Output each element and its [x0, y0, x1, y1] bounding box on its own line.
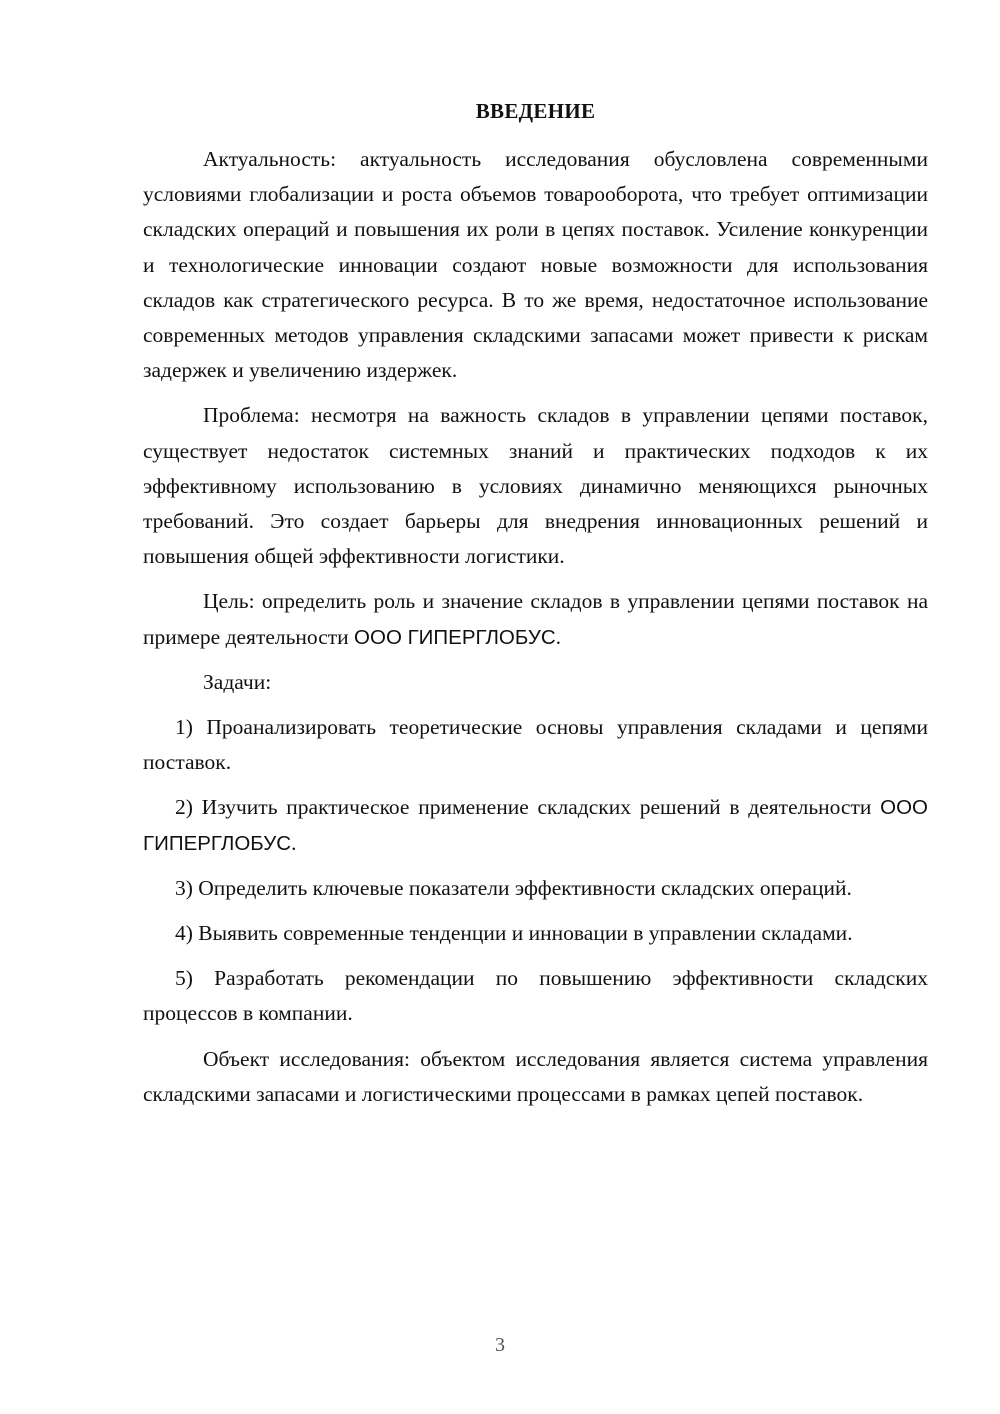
task-2-end: . — [291, 830, 297, 855]
task-2-company-name: ООО ГИПЕРГЛОБУС — [143, 796, 928, 855]
task-item-2 — [143, 790, 928, 860]
goal-end: . — [555, 624, 562, 649]
relevance-paragraph: Актуальность: актуальность исследования обусловлена современными условиями глобализации и роста объемов товарооборота, что требует оптимизации складских операций и повышения их роли в цепях поставок. Усиление конкуренции и технологические инновации создают новые возможности для использования складов как стратегического ресурса. В то же время, недостаточное использование современных методов управления складскими запасами может привести к рискам задержек и увеличению издержек. — [143, 147, 928, 383]
object-paragraph: Объект исследования: объектом исследования является система управления складскими запасами и логистическими процессами в рамках цепей поставок. — [143, 1046, 928, 1106]
page-number: 3 — [495, 1334, 505, 1356]
problem-paragraph: Проблема: несмотря на важность складов в управлении цепями поставок, существует недостаток системных знаний и практических подходов к их эффективному использованию в условиях динамично меняющихся рыночных требований. Это создает барьеры для внедрения инновационных решений и повышения общей эффективности логистики. — [143, 403, 928, 569]
tasks-heading: Задачи: — [203, 669, 272, 694]
page-title: ВВЕДЕНИЕ — [475, 99, 596, 123]
task-item-5: 5) Разработать рекомендации по повышению эффективности складских процессов в компании. — [143, 966, 928, 1026]
goal-text: Цель: определить роль и значение складов в управлении цепями поставок на примере деятельности — [143, 589, 928, 649]
document-body — [143, 142, 928, 1112]
task-item-4: 4) Выявить современные тенденции и инновации в управлении складами. — [175, 921, 853, 946]
goal-paragraph — [143, 584, 928, 654]
task-item-3: 3) Определить ключевые показатели эффективности складских операций. — [175, 875, 852, 900]
company-name: ООО ГИПЕРГЛОБУС — [354, 625, 556, 649]
task-item-1: 1) Проанализировать теоретические основы управления складами и цепями поставок. — [143, 715, 928, 775]
task-2-text: 2) Изучить практическое применение складских решений в деятельности — [175, 795, 881, 820]
